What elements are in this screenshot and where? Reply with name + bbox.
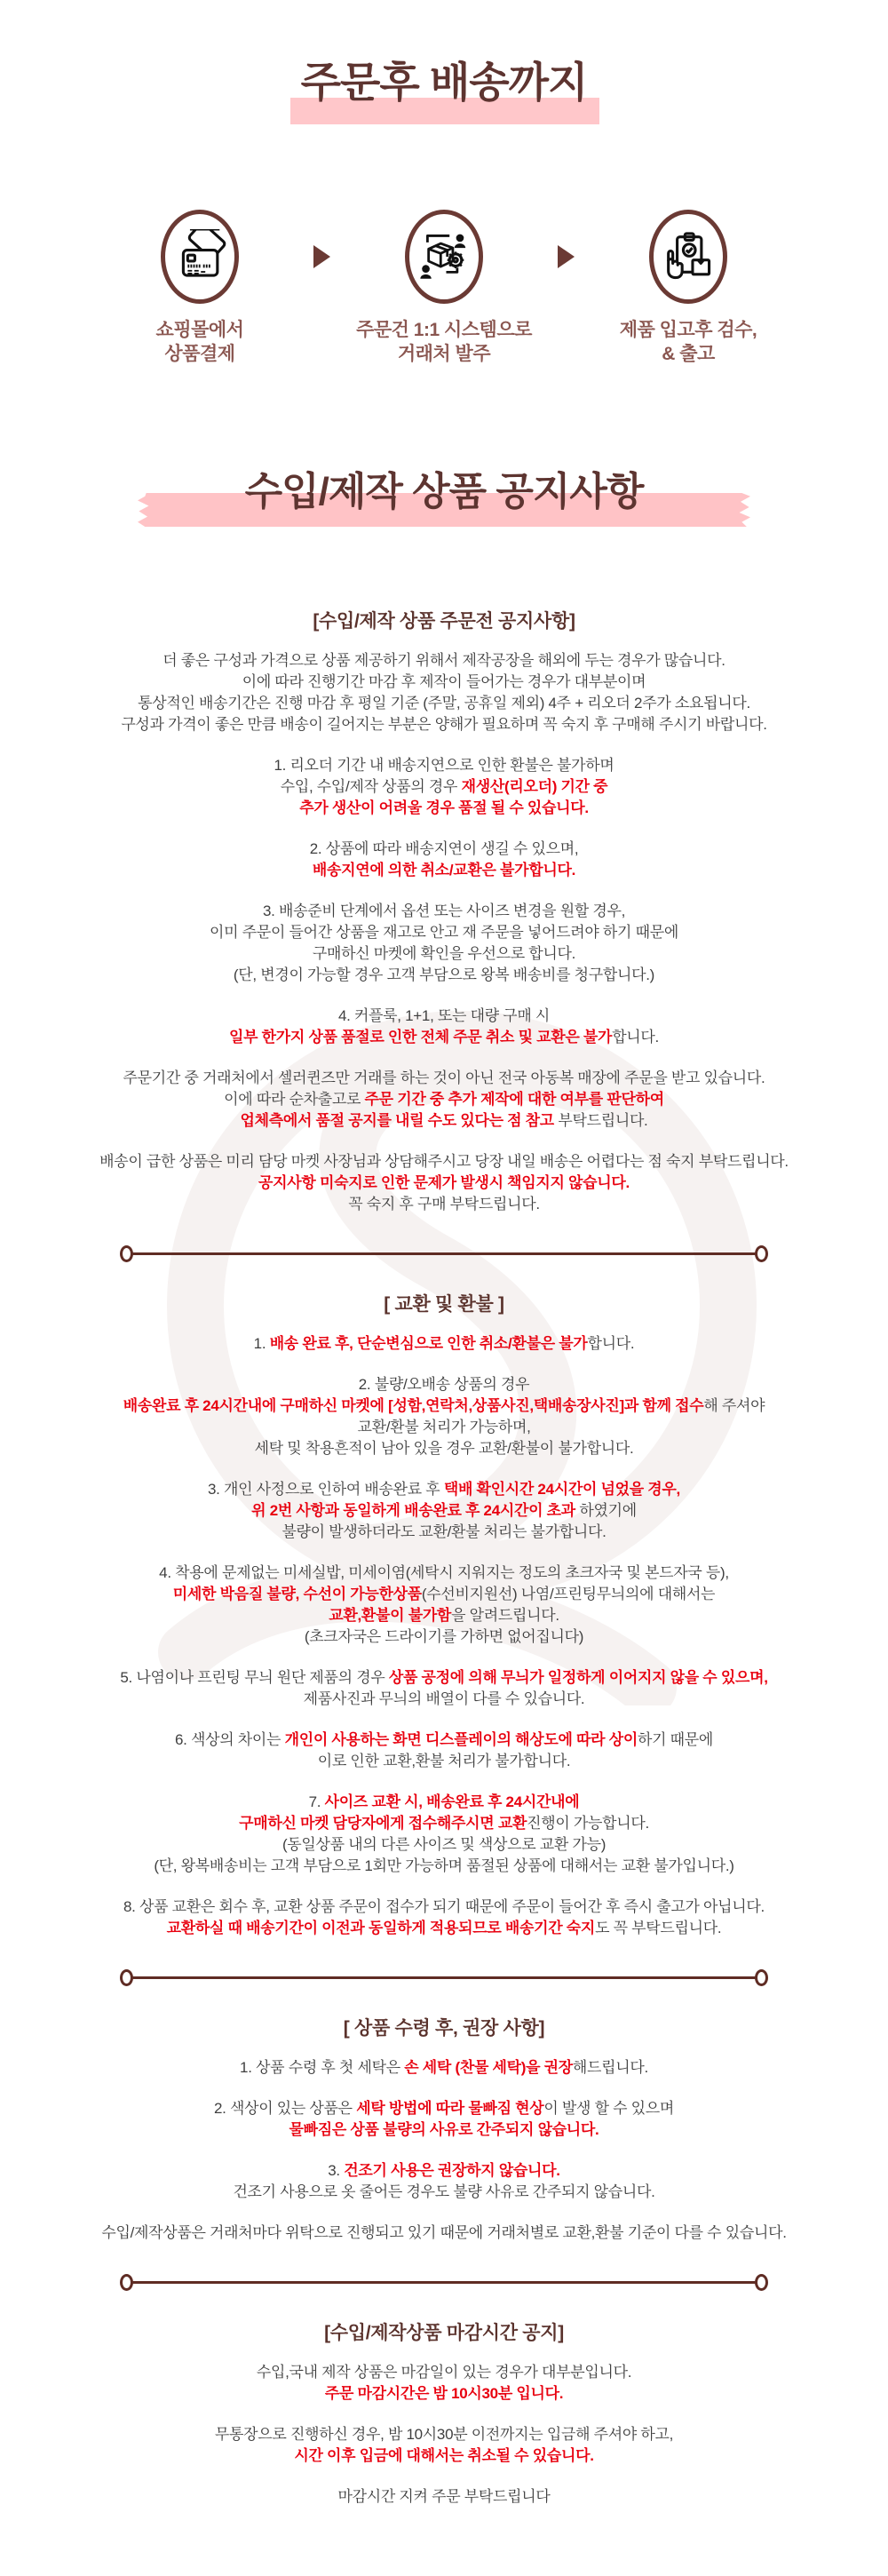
notice-paragraph bbox=[0, 650, 888, 735]
step-inspection bbox=[582, 210, 795, 366]
emphasis-text: 미세한 박음질 불량, 수선이 가능한상품 bbox=[172, 1586, 422, 1602]
section-header: [수입/제작상품 마감시간 공지] bbox=[324, 2323, 564, 2343]
body-text: 도 꼭 부탁드립니다. bbox=[595, 1920, 722, 1936]
text-line bbox=[0, 2160, 888, 2182]
body-text: 건조기 사용으로 옷 줄어든 경우도 불량 사유로 간주되지 않습니다. bbox=[233, 2183, 655, 2200]
body-text: 이에 따라 진행기간 마감 후 제작이 들어가는 경우가 대부분이며 bbox=[242, 673, 646, 690]
notice-paragraph bbox=[0, 2362, 888, 2405]
arrow-right-icon bbox=[558, 245, 575, 268]
notice-banner-title bbox=[245, 469, 644, 516]
body-text: 교환/환불 처리가 가능하며, bbox=[357, 1419, 531, 1435]
body-text: 이미 주문이 들어간 상품을 재고로 안고 재 주문을 넣어드려야 하기 때문에 bbox=[210, 924, 678, 941]
text-line bbox=[0, 650, 888, 672]
body-text: 1. 상품 수령 후 첫 세탁은 bbox=[240, 2059, 405, 2076]
text-line bbox=[0, 2445, 888, 2467]
step-order-system bbox=[337, 210, 551, 366]
emphasis-text: 일부 한가지 상품 품절로 인한 전체 주문 취소 및 교환은 불가 bbox=[229, 1029, 613, 1046]
hero-section bbox=[0, 59, 888, 107]
notice-paragraph bbox=[0, 839, 888, 881]
body-text: (동일상품 내의 다른 사이즈 및 색상으로 교환 가능) bbox=[281, 1836, 607, 1853]
text-line bbox=[0, 1417, 888, 1438]
text-line bbox=[0, 1751, 888, 1772]
text-line bbox=[0, 1006, 888, 1027]
notice-banner-text: 수입/제작 상품 공지사항 bbox=[244, 470, 644, 513]
emphasis-text: 업체측에서 품절 공지를 내릴 수도 있다는 점 참고 bbox=[240, 1112, 554, 1129]
text-line bbox=[0, 2424, 888, 2445]
body-text: 통상적인 배송기간은 진행 마감 후 평일 기준 (주말, 공휴일 제외) 4주 + 리오더 2주가 소요됩니다. bbox=[138, 695, 750, 712]
text-line bbox=[0, 2119, 888, 2141]
body-text: 2. 불량/오배송 상품의 경우 bbox=[358, 1376, 530, 1393]
text-line bbox=[0, 901, 888, 922]
text-line bbox=[0, 1089, 888, 1110]
emphasis-text: 주문 마감시간은 밤 10시30분 입니다. bbox=[324, 2385, 564, 2402]
text-line bbox=[0, 2098, 888, 2119]
section-header: [ 교환 및 환불 ] bbox=[384, 1294, 504, 1315]
notice-content bbox=[0, 609, 888, 2527]
arrow-right-icon bbox=[313, 245, 330, 268]
text-line bbox=[0, 1395, 888, 1417]
body-text: 해드립니다. bbox=[572, 2059, 648, 2076]
credit-card-icon bbox=[161, 210, 239, 304]
text-line bbox=[0, 1584, 888, 1605]
body-text: 합니다. bbox=[612, 1029, 659, 1046]
notice-paragraph bbox=[0, 1792, 888, 1877]
body-text: 구매하신 마켓에 확인을 우선으로 합니다. bbox=[312, 945, 576, 962]
body-text: 이 발생 할 수 있으며 bbox=[543, 2100, 675, 2117]
emphasis-text: 택배 확인시간 24시간이 넘었을 경우, bbox=[443, 1481, 680, 1498]
emphasis-text: 시간 이후 입금에 대해서는 취소될 수 있습니다. bbox=[294, 2447, 594, 2464]
body-text: 하였기에 bbox=[575, 1502, 637, 1519]
emphasis-text: 세탁 방법에 따라 물빠짐 현상 bbox=[356, 2100, 544, 2117]
notice-paragraph bbox=[0, 1333, 888, 1355]
notice-paragraph bbox=[0, 901, 888, 986]
emphasis-text: 공지사항 미숙지로 인한 문제가 발생시 책임지지 않습니다. bbox=[258, 1174, 630, 1191]
body-text: 8. 상품 교환은 회수 후, 교환 상품 주문이 접수가 되기 때문에 주문이 들어간 후 즉시 출고가 아닙니다. bbox=[123, 1898, 765, 1915]
notice-paragraph bbox=[0, 1729, 888, 1772]
body-text: 꼭 숙지 후 구매 부탁드립니다. bbox=[348, 1196, 540, 1212]
page-title-text: 주문후 배송까지 bbox=[300, 59, 588, 106]
body-text: 6. 색상의 차이는 bbox=[175, 1731, 285, 1748]
text-line bbox=[0, 1605, 888, 1626]
body-text: 이로 인한 교환,환불 처리가 불가합니다. bbox=[317, 1753, 571, 1769]
notice-paragraph bbox=[0, 1667, 888, 1710]
body-text: 이에 따라 순차출고로 bbox=[224, 1091, 365, 1108]
inspection-icon bbox=[649, 210, 727, 304]
notice-paragraph bbox=[0, 1896, 888, 1939]
section-divider bbox=[120, 2274, 768, 2291]
text-line bbox=[0, 1333, 888, 1355]
text-line bbox=[0, 1562, 888, 1584]
notice-paragraph bbox=[0, 2424, 888, 2467]
text-line bbox=[0, 1918, 888, 1939]
body-text: 주문기간 중 거래처에서 셀러퀸즈만 거래를 하는 것이 아닌 전국 아동복 매장에 주문을 받고 있습니다. bbox=[123, 1069, 765, 1086]
text-line bbox=[0, 1374, 888, 1395]
body-text: 3. 배송준비 단계에서 옵션 또는 사이즈 변경을 원할 경우, bbox=[262, 902, 626, 919]
text-line bbox=[0, 1110, 888, 1132]
notice-paragraph bbox=[0, 1151, 888, 1215]
text-line bbox=[0, 776, 888, 798]
order-system-icon bbox=[405, 210, 483, 304]
text-line bbox=[0, 1151, 888, 1173]
notice-paragraph bbox=[0, 755, 888, 819]
text-line bbox=[0, 2057, 888, 2079]
text-line bbox=[0, 1438, 888, 1459]
text-line bbox=[0, 1834, 888, 1856]
body-text: (단, 왕복배송비는 고객 부담으로 1회만 가능하며 품절된 상품에 대해서는 교환 불가입니다.) bbox=[154, 1857, 734, 1874]
text-line bbox=[0, 1522, 888, 1543]
notice-paragraph bbox=[0, 1006, 888, 1048]
body-text: 7. bbox=[308, 1793, 325, 1810]
text-line bbox=[0, 1792, 888, 1813]
body-text: 구성과 가격이 좋은 만큼 배송이 길어지는 부분은 양해가 필요하며 꼭 숙지 후 구매해 주시기 바랍니다. bbox=[121, 716, 767, 733]
page-title bbox=[301, 59, 588, 107]
notice-paragraph bbox=[0, 1068, 888, 1132]
emphasis-text: 배송 완료 후, 단순변심으로 인한 취소/환불은 불가 bbox=[269, 1335, 588, 1352]
text-line bbox=[0, 1194, 888, 1215]
emphasis-text: 개인이 사용하는 화면 디스플레이의 해상도에 따라 상이 bbox=[284, 1731, 638, 1748]
text-line bbox=[0, 965, 888, 986]
divider-ring bbox=[120, 1245, 133, 1262]
divider-ring bbox=[755, 2274, 768, 2291]
body-text: 3. bbox=[328, 2162, 345, 2179]
body-text: 2. 색상이 있는 상품은 bbox=[213, 2100, 357, 2117]
text-line bbox=[0, 1479, 888, 1500]
emphasis-text: 주문 기간 중 추가 제작에 대한 여부를 판단하여 bbox=[364, 1091, 664, 1108]
body-text: 진행이 가능합니다. bbox=[527, 1815, 649, 1832]
text-line bbox=[0, 1173, 888, 1194]
section-divider bbox=[120, 1969, 768, 1986]
divider-ring bbox=[120, 2274, 133, 2291]
text-line bbox=[0, 1896, 888, 1918]
notice-paragraph bbox=[0, 2057, 888, 2079]
body-text: 불량이 발생하더라도 교환/환불 처리는 불가합니다. bbox=[281, 1523, 607, 1540]
emphasis-text: 손 세탁 (찬물 세탁)을 권장 bbox=[404, 2059, 573, 2076]
body-text: 더 좋은 구성과 가격으로 상품 제공하기 위해서 제작공장을 해외에 두는 경우가 많습니다. bbox=[163, 652, 725, 669]
text-line bbox=[0, 798, 888, 819]
text-line bbox=[0, 2222, 888, 2244]
body-text: 무통장으로 진행하신 경우, 밤 10시30분 이전까지는 입금해 주셔야 하고, bbox=[214, 2426, 674, 2443]
text-line bbox=[0, 693, 888, 714]
divider-line bbox=[132, 1976, 756, 1979]
text-line bbox=[0, 2383, 888, 2405]
body-text: (단, 변경이 가능할 경우 고객 부담으로 왕복 배송비를 청구합니다.) bbox=[233, 966, 655, 983]
body-text: 4. 커플룩, 1+1, 또는 대량 구매 시 bbox=[337, 1007, 551, 1024]
notice-paragraph bbox=[0, 1479, 888, 1543]
section-header: [ 상품 수령 후, 권장 사항] bbox=[343, 2018, 545, 2039]
text-line bbox=[0, 1856, 888, 1877]
divider-line bbox=[132, 1252, 756, 1255]
step-inspection-label: 제품 입고후 검수, & 출고 bbox=[619, 320, 757, 364]
body-text: (초크자국은 드라이기를 가하면 없어집니다) bbox=[304, 1628, 584, 1645]
body-text: 2. 상품에 따라 배송지연이 생길 수 있으며, bbox=[309, 840, 579, 857]
text-line bbox=[0, 860, 888, 881]
text-line bbox=[0, 755, 888, 776]
body-text: 합니다. bbox=[587, 1335, 635, 1352]
divider-ring bbox=[120, 1969, 133, 1986]
body-text: 수입,국내 제작 상품은 마감일이 있는 경우가 대부분입니다. bbox=[256, 2364, 632, 2381]
body-text: (수선비지원선) 나염/프린팅무늬의에 대해서는 bbox=[421, 1586, 716, 1602]
notice-paragraph bbox=[0, 1562, 888, 1648]
body-text: 수입/제작상품은 거래처마다 위탁으로 진행되고 있기 때문에 거래처별로 교환,환불 기준이 다를 수 있습니다. bbox=[101, 2224, 787, 2241]
text-line bbox=[0, 1667, 888, 1689]
body-text: 5. 나염이나 프린팅 무늬 원단 제품의 경우 bbox=[120, 1669, 389, 1686]
emphasis-text: 교환,환불이 불가함 bbox=[329, 1607, 452, 1624]
body-text: 배송이 급한 상품은 미리 담당 마켓 사장님과 상담해주시고 당장 내일 배송은 어렵다는 점 숙지 부탁드립니다. bbox=[99, 1153, 789, 1170]
section-header: [수입/제작 상품 주문전 공지사항] bbox=[313, 611, 575, 632]
emphasis-text: 배송지연에 의한 취소/교환은 불가합니다. bbox=[312, 862, 576, 879]
emphasis-text: 추가 생산이 어려울 경우 품절 될 수 있습니다. bbox=[299, 799, 589, 816]
text-line bbox=[0, 1068, 888, 1089]
text-line bbox=[0, 2486, 888, 2508]
text-line bbox=[0, 1729, 888, 1751]
emphasis-text: 건조기 사용은 권장하지 않습니다. bbox=[344, 2162, 560, 2179]
body-text: 부탁드립니다. bbox=[553, 1112, 648, 1129]
body-text: 제품사진과 무늬의 배열이 다를 수 있습니다. bbox=[303, 1690, 585, 1707]
text-line bbox=[0, 839, 888, 860]
step-payment-label: 쇼핑몰에서 상품결제 bbox=[155, 320, 244, 364]
text-line bbox=[0, 1813, 888, 1834]
divider-ring bbox=[755, 1969, 768, 1986]
emphasis-text: 위 2번 사항과 동일하게 배송완료 후 24시간이 초과 bbox=[251, 1502, 575, 1519]
notice-paragraph bbox=[0, 2222, 888, 2244]
text-line bbox=[0, 922, 888, 943]
emphasis-text: 재생산(리오더) 기간 중 bbox=[461, 778, 608, 795]
process-steps bbox=[0, 210, 888, 366]
body-text: 세탁 및 착용흔적이 남아 있을 경우 교환/환불이 불가합니다. bbox=[254, 1440, 634, 1457]
body-text: 1. 리오더 기간 내 배송지연으로 인한 환불은 불가하며 bbox=[274, 757, 614, 774]
step-order-system-label: 주문건 1:1 시스템으로 거래처 발주 bbox=[356, 320, 532, 364]
notice-banner bbox=[0, 469, 888, 516]
body-text: 하기 때문에 bbox=[637, 1731, 713, 1748]
text-line bbox=[0, 1626, 888, 1648]
notice-paragraph bbox=[0, 1374, 888, 1459]
text-line bbox=[0, 1500, 888, 1522]
text-line bbox=[0, 2362, 888, 2383]
body-text: 을 알려드립니다. bbox=[451, 1607, 559, 1624]
text-line bbox=[0, 1027, 888, 1048]
text-line bbox=[0, 943, 888, 965]
text-line bbox=[0, 2182, 888, 2203]
body-text: 1. bbox=[253, 1335, 270, 1352]
notice-paragraph bbox=[0, 2160, 888, 2203]
section-divider bbox=[120, 1245, 768, 1262]
divider-ring bbox=[755, 1245, 768, 1262]
emphasis-text: 교환하실 때 배송기간이 이전과 동일하게 적용되므로 배송기간 숙지 bbox=[166, 1920, 596, 1936]
text-line bbox=[0, 672, 888, 693]
emphasis-text: 사이즈 교환 시, 배송완료 후 24시간내에 bbox=[324, 1793, 580, 1810]
notice-paragraph bbox=[0, 2486, 888, 2508]
emphasis-text: 배송완료 후 24시간내에 구매하신 마켓에 [성함,연락처,상품사진,택배송장사진]과 함께 접수 bbox=[123, 1397, 704, 1414]
text-line bbox=[0, 714, 888, 735]
text-line bbox=[0, 1689, 888, 1710]
body-text: 수입, 수입/제작 상품의 경우 bbox=[280, 778, 462, 795]
divider-line bbox=[132, 2281, 756, 2284]
emphasis-text: 상품 공정에 의해 무늬가 일정하게 이어지지 않을 수 있으며, bbox=[388, 1669, 768, 1686]
emphasis-text: 구매하신 마켓 담당자에게 접수해주시면 교환 bbox=[239, 1815, 527, 1832]
body-text: 해 주셔야 bbox=[703, 1397, 765, 1414]
body-text: 마감시간 지켜 주문 부탁드립니다 bbox=[337, 2488, 551, 2505]
body-text: 4. 착용에 문제없는 미세실밥, 미세이염(세탁시 지워지는 정도의 초크자국 및 본드자국 등), bbox=[159, 1564, 729, 1581]
notice-paragraph bbox=[0, 2098, 888, 2141]
body-text: 3. 개인 사정으로 인하여 배송완료 후 bbox=[208, 1481, 444, 1498]
emphasis-text: 물빠짐은 상품 불량의 사유로 간주되지 않습니다. bbox=[289, 2121, 599, 2138]
step-payment bbox=[93, 210, 306, 366]
